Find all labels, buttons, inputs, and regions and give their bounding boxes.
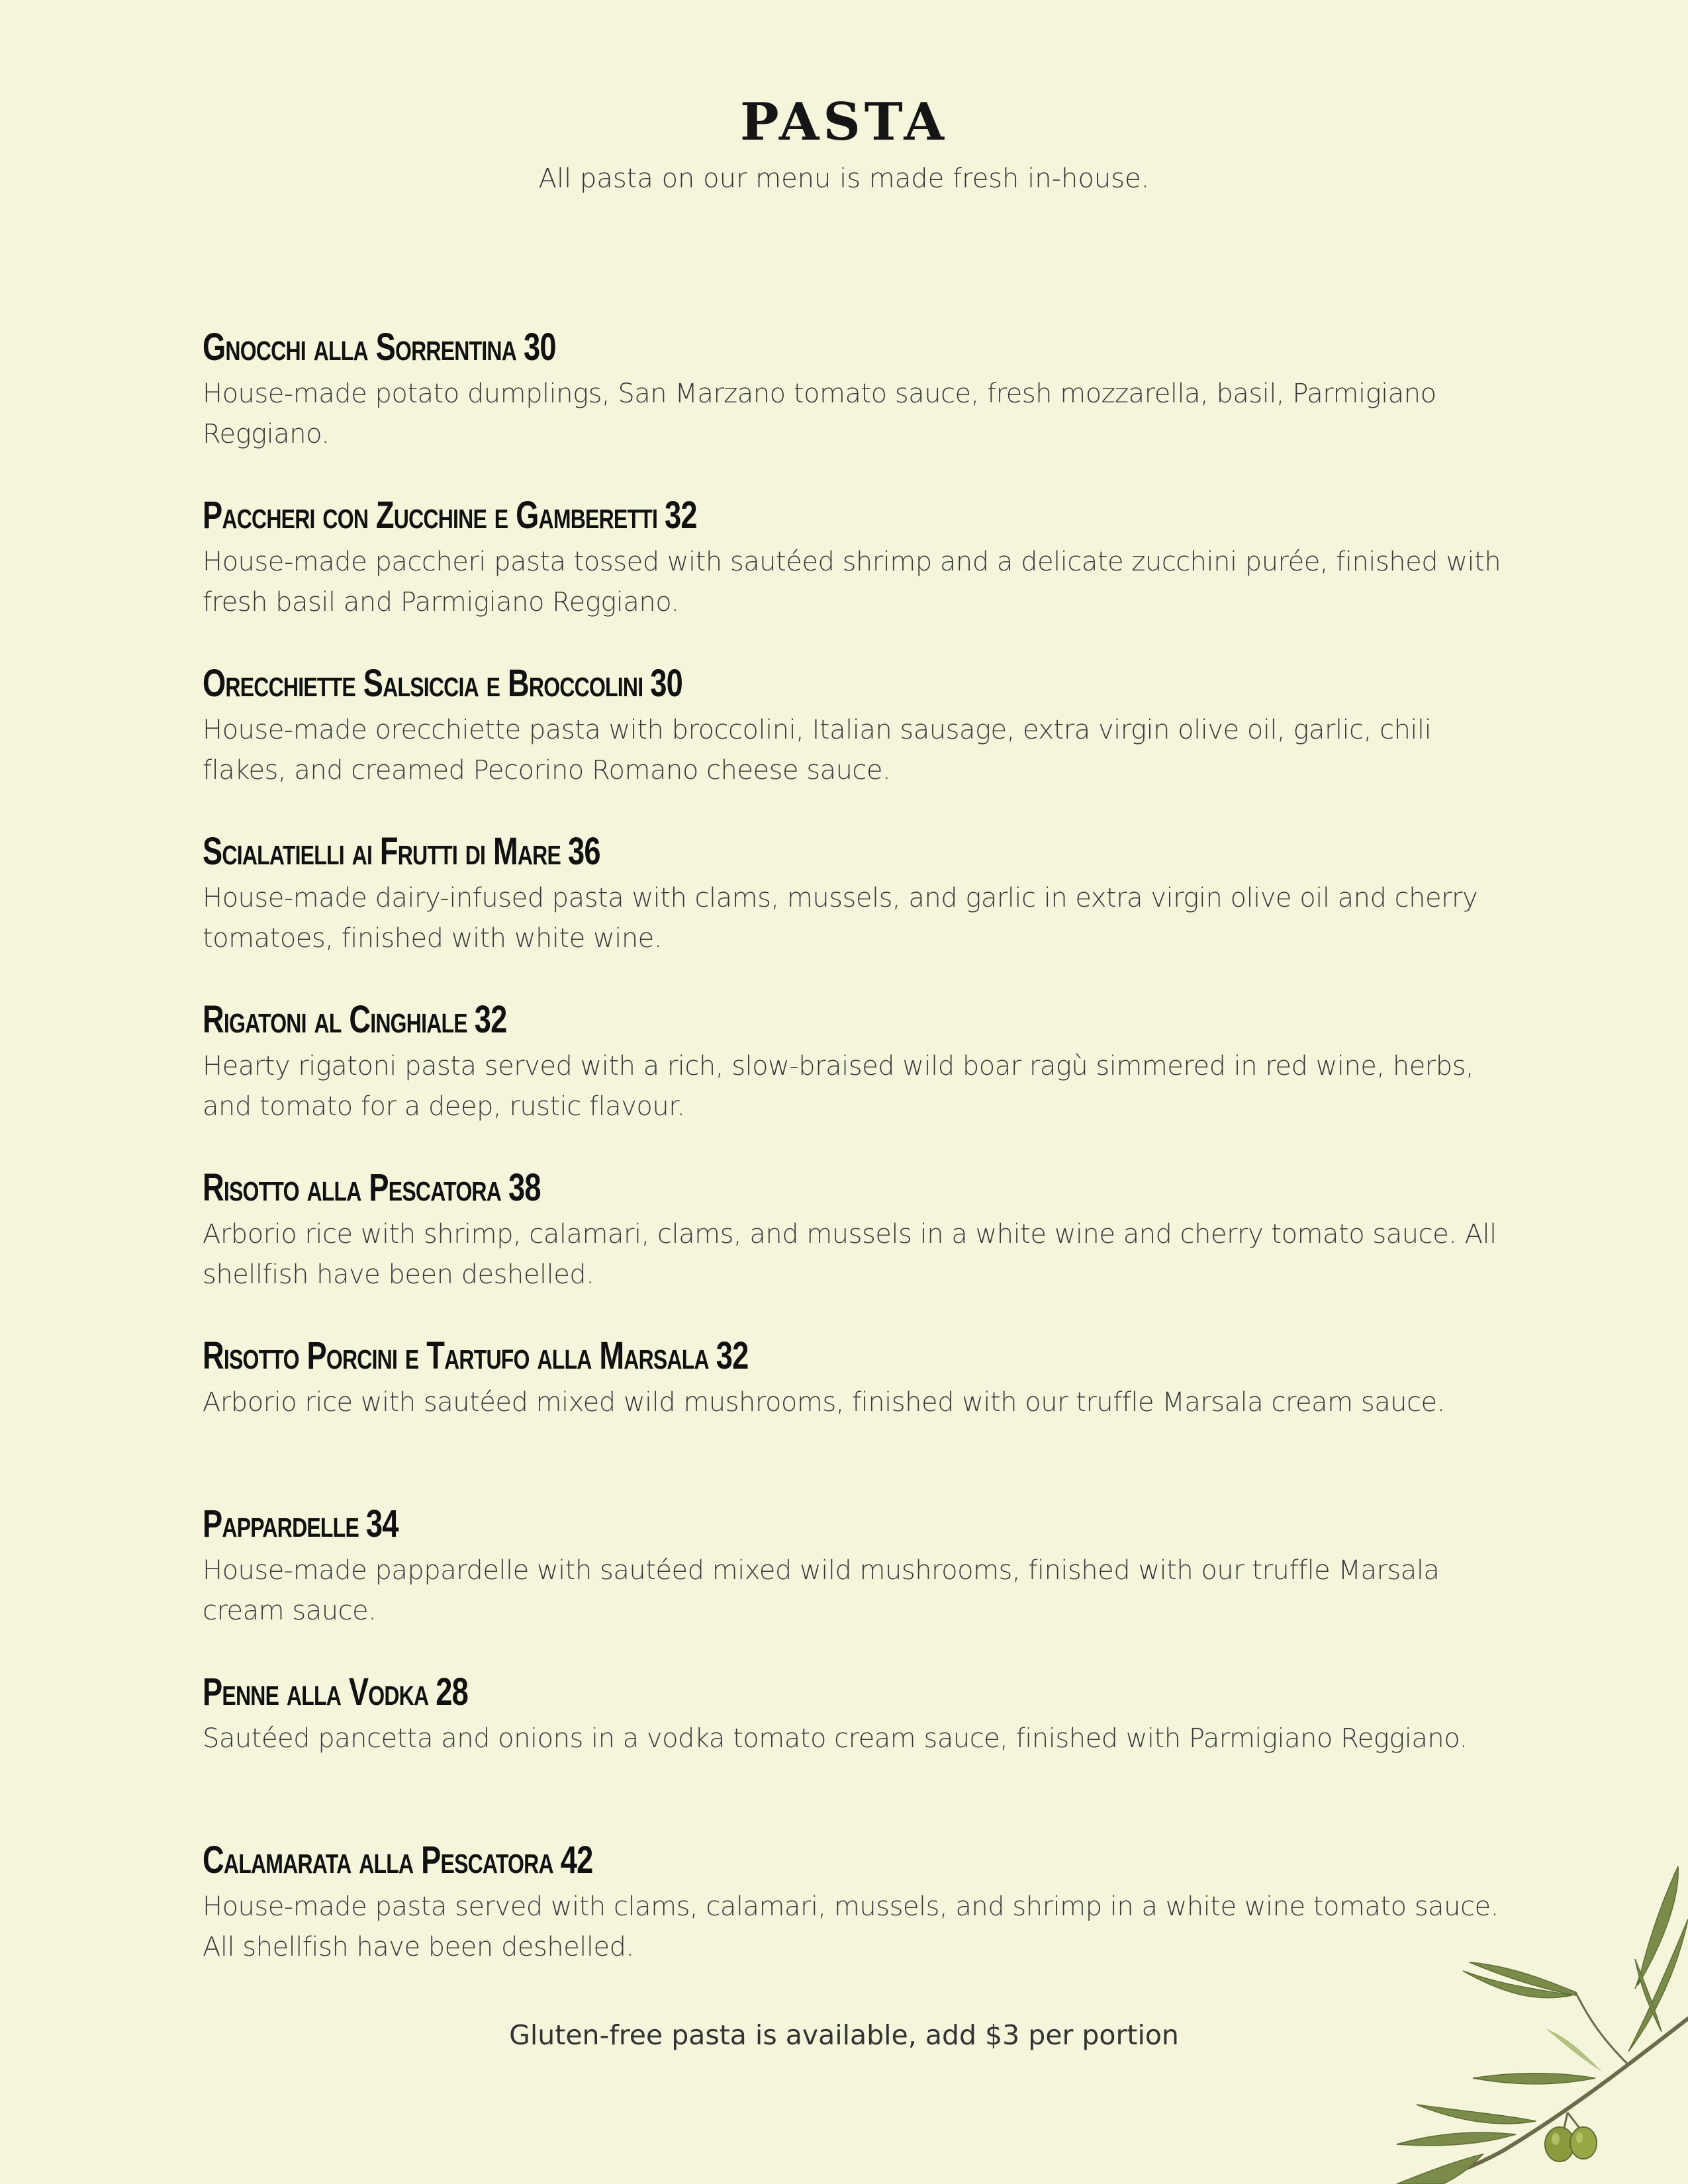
menu-item-name: Orecchiette Salsiccia e Broccolini bbox=[203, 662, 643, 705]
page-title: PASTA bbox=[739, 92, 949, 152]
menu-item-price: 28 bbox=[436, 1670, 468, 1713]
menu-item-gnocchi-alla-sorrentina bbox=[203, 321, 1520, 489]
menu-item-price: 32 bbox=[474, 998, 507, 1041]
olive-branch-icon bbox=[1317, 1853, 1688, 2184]
menu-item-description: House-made dairy-infused pasta with clams, mussels, and garlic in extra virgin olive oil and cherry tomatoes, finished with white wine. bbox=[203, 883, 1478, 954]
menu-item-description: House-made pasta served with clams, calamari, mussels, and shrimp in a white wine tomato sauce. All shellfish have been deshelled. bbox=[203, 1891, 1499, 1962]
menu-header bbox=[0, 86, 1688, 197]
menu-item-risotto-porcini-e-tartufo bbox=[203, 1330, 1520, 1498]
menu-item-price: 36 bbox=[567, 830, 600, 873]
menu-item-price: 32 bbox=[716, 1334, 749, 1377]
menu-item-paccheri-con-zucchine-e-gamberetti bbox=[203, 489, 1520, 657]
page-subtitle: All pasta on our menu is made fresh in-house. bbox=[538, 163, 1150, 194]
menu-item-price: 42 bbox=[560, 1839, 593, 1882]
menu-item-heading bbox=[203, 993, 1230, 1046]
menu-item-price: 34 bbox=[365, 1502, 399, 1545]
menu-item-name: Rigatoni al Cinghiale bbox=[203, 998, 467, 1041]
menu-item-heading bbox=[203, 1330, 1230, 1383]
menu-item-description: Hearty rigatoni pasta served with a rich, slow-braised wild boar ragù simmered in red wine, herbs, and tomato for a deep, rustic flavour. bbox=[203, 1051, 1474, 1122]
menu-item-penne-alla-vodka bbox=[203, 1666, 1520, 1834]
menu-item-description: House-made orecchiette pasta with broccolini, Italian sausage, extra virgin olive oil, garlic, chili flakes, and creamed Pecorino Romano cheese sauce. bbox=[203, 715, 1432, 786]
menu-item-description: Sautéed pancetta and onions in a vodka tomato cream sauce, finished with Parmigiano Reggiano. bbox=[203, 1723, 1468, 1754]
menu-item-heading bbox=[203, 321, 1230, 374]
menu-item-price: 30 bbox=[523, 326, 556, 369]
menu-item-price: 30 bbox=[650, 662, 683, 705]
menu-item-heading bbox=[203, 489, 1230, 542]
menu-item-scialatielli-ai-frutti-di-mare bbox=[203, 825, 1520, 993]
menu-item-name: Paccheri con Zucchine e Gamberetti bbox=[203, 494, 658, 537]
menu-item-heading bbox=[203, 1161, 1230, 1214]
gluten-free-note: Gluten-free pasta is available, add $3 per portion bbox=[509, 2019, 1179, 2051]
menu-item-description: House-made pappardelle with sautéed mixed wild mushrooms, finished with our truffle Marsala cream sauce. bbox=[203, 1555, 1440, 1626]
menu-item-name: Calamarata alla Pescatora bbox=[203, 1839, 553, 1882]
menu-item-description: House-made paccheri pasta tossed with sautéed shrimp and a delicate zucchini purée, finished with fresh basil and Parmigiano Reggiano. bbox=[203, 547, 1501, 617]
menu-item-name: Risotto alla Pescatora bbox=[203, 1166, 502, 1209]
menu-item-name: Gnocchi alla Sorrentina bbox=[203, 326, 517, 369]
menu-item-heading bbox=[203, 825, 1230, 878]
menu-item-name: Pappardelle bbox=[203, 1502, 359, 1545]
menu-item-description: Arborio rice with shrimp, calamari, clams, and mussels in a white wine and cherry tomato sauce. All shellfish have been deshelled. bbox=[203, 1219, 1497, 1290]
menu-item-pappardelle bbox=[203, 1498, 1520, 1666]
menu-item-orecchiette-salsiccia-e-broccolini bbox=[203, 657, 1520, 825]
menu-list bbox=[203, 321, 1520, 2002]
menu-item-heading bbox=[203, 1834, 1230, 1887]
menu-item-risotto-alla-pescatora bbox=[203, 1161, 1520, 1330]
menu-item-description: House-made potato dumplings, San Marzano tomato sauce, fresh mozzarella, basil, Parmigiano Reggiano. bbox=[203, 379, 1436, 449]
menu-item-price: 38 bbox=[508, 1166, 541, 1209]
menu-item-description: Arborio rice with sautéed mixed wild mushrooms, finished with our truffle Marsala cream sauce. bbox=[203, 1387, 1445, 1418]
menu-item-rigatoni-al-cinghiale bbox=[203, 993, 1520, 1161]
menu-item-price: 32 bbox=[664, 494, 697, 537]
menu-item-heading bbox=[203, 657, 1230, 710]
menu-item-name: Risotto Porcini e Tartufo alla Marsala bbox=[203, 1334, 709, 1377]
menu-item-name: Scialatielli ai Frutti di Mare bbox=[203, 830, 561, 873]
menu-item-heading bbox=[203, 1666, 1230, 1719]
menu-item-heading bbox=[203, 1498, 1230, 1551]
menu-item-name: Penne alla Vodka bbox=[203, 1670, 429, 1713]
